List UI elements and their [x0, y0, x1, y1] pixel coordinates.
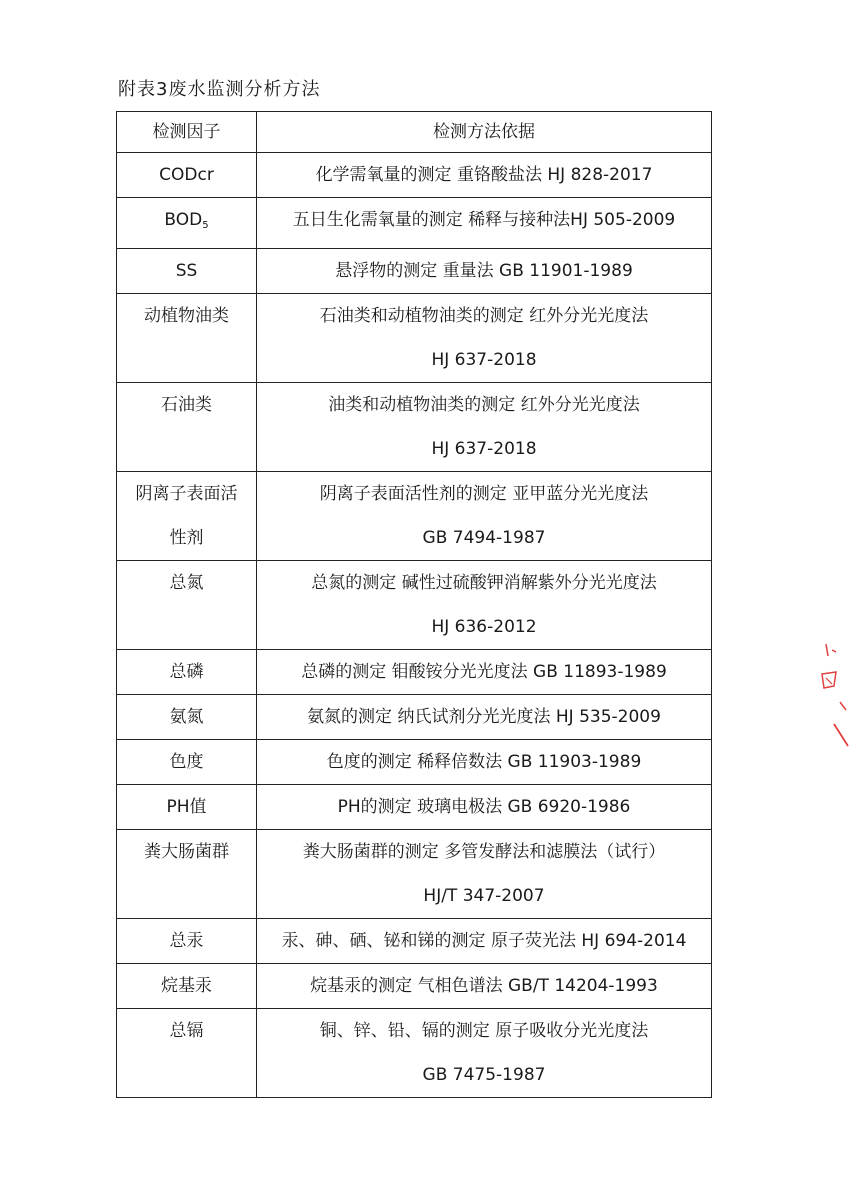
method-text: 氨氮的测定 纳氏试剂分光光度法 HJ 535-2009: [307, 707, 661, 727]
method-cell: [257, 472, 712, 561]
method-cell: [257, 650, 712, 695]
method-text: 粪大肠菌群的测定 多管发酵法和滤膜法（试行）: [302, 842, 666, 862]
table-row: [117, 249, 712, 294]
method-text: 悬浮物的测定 重量法 GB 11901-1989: [335, 261, 633, 281]
factor-text: 总磷: [169, 662, 204, 682]
method-text: 油类和动植物油类的测定 红外分光光度法: [328, 395, 640, 415]
table-row: [117, 153, 712, 198]
table-row: [117, 383, 712, 472]
method-cell: [257, 785, 712, 830]
red-stamp-mark: [812, 640, 852, 750]
factor-cell: [117, 1009, 257, 1098]
table-row: [117, 919, 712, 964]
factor-cell: [117, 561, 257, 650]
method-text: HJ 637-2018: [431, 439, 537, 459]
factor-cell: [117, 785, 257, 830]
method-cell: [257, 294, 712, 383]
factor-text: 总镉: [169, 1021, 204, 1041]
table-row: [117, 695, 712, 740]
method-text: 色度的测定 稀释倍数法 GB 11903-1989: [326, 752, 642, 772]
header-method: 检测方法依据: [257, 112, 712, 153]
factor-text: 性剂: [169, 528, 204, 548]
table-body: [117, 153, 712, 1098]
method-text: GB 7475-1987: [422, 1065, 546, 1085]
page-title: 附表3废水监测分析方法: [118, 79, 321, 100]
factor-text: 动植物油类: [144, 306, 229, 326]
method-text: HJ 637-2018: [431, 350, 537, 370]
method-text: 五日生化需氧量的测定 稀释与接种法HJ 505-2009: [292, 210, 676, 230]
header-factor: 检测因子: [117, 112, 257, 153]
factor-cell: [117, 964, 257, 1009]
factor-text: 氨氮: [169, 707, 204, 727]
table-row: [117, 561, 712, 650]
method-cell: [257, 383, 712, 472]
table-row: [117, 830, 712, 919]
table-row: [117, 1009, 712, 1098]
table-row: [117, 740, 712, 785]
method-text: 石油类和动植物油类的测定 红外分光光度法: [319, 306, 649, 326]
factor-cell: [117, 383, 257, 472]
factor-cell: [117, 249, 257, 294]
method-cell: [257, 695, 712, 740]
method-text: GB 7494-1987: [422, 528, 546, 548]
factor-text: 总汞: [169, 931, 204, 951]
method-text: 汞、砷、硒、铋和锑的测定 原子荧光法 HJ 694-2014: [281, 931, 687, 951]
factor-subscript: 5: [202, 220, 209, 231]
method-text: PH的测定 玻璃电极法 GB 6920-1986: [337, 797, 631, 817]
factor-text: 总氮: [169, 573, 204, 593]
factor-cell: [117, 830, 257, 919]
method-cell: [257, 561, 712, 650]
factor-cell: [117, 472, 257, 561]
factor-text: 烷基汞: [161, 976, 212, 996]
method-text: 铜、锌、铅、镉的测定 原子吸收分光光度法: [319, 1021, 649, 1041]
method-text: 化学需氧量的测定 重铬酸盐法 HJ 828-2017: [315, 165, 653, 185]
method-cell: [257, 249, 712, 294]
method-text: HJ/T 347-2007: [423, 886, 545, 906]
table-row: [117, 785, 712, 830]
monitoring-methods-table: [116, 111, 712, 1098]
method-cell: [257, 964, 712, 1009]
factor-cell: [117, 153, 257, 198]
method-text: 烷基汞的测定 气相色谱法 GB/T 14204-1993: [310, 976, 658, 996]
factor-text: PH值: [166, 797, 207, 817]
factor-text: CODcr: [159, 165, 214, 185]
factor-cell: [117, 695, 257, 740]
factor-cell: [117, 650, 257, 695]
method-text: 总磷的测定 钼酸铵分光光度法 GB 11893-1989: [301, 662, 667, 682]
table-header-row: [117, 112, 712, 153]
method-cell: [257, 740, 712, 785]
factor-text: 阴离子表面活: [135, 484, 238, 504]
method-cell: [257, 830, 712, 919]
table-row: [117, 650, 712, 695]
factor-text: SS: [175, 261, 198, 281]
method-text: 总氮的测定 碱性过硫酸钾消解紫外分光光度法: [311, 573, 657, 593]
method-cell: [257, 153, 712, 198]
factor-cell: [117, 294, 257, 383]
table-row: [117, 472, 712, 561]
factor-text: BOD: [164, 210, 203, 230]
factor-text: 石油类: [161, 395, 212, 415]
factor-cell: [117, 740, 257, 785]
table-row: [117, 198, 712, 249]
factor-text: 粪大肠菌群: [144, 842, 229, 862]
method-text: 阴离子表面活性剂的测定 亚甲蓝分光光度法: [319, 484, 649, 504]
factor-text: 色度: [169, 752, 204, 772]
table-row: [117, 964, 712, 1009]
method-cell: [257, 198, 712, 249]
factor-cell: [117, 198, 257, 249]
method-text: HJ 636-2012: [431, 617, 537, 637]
method-cell: [257, 919, 712, 964]
table-row: [117, 294, 712, 383]
method-cell: [257, 1009, 712, 1098]
factor-cell: [117, 919, 257, 964]
